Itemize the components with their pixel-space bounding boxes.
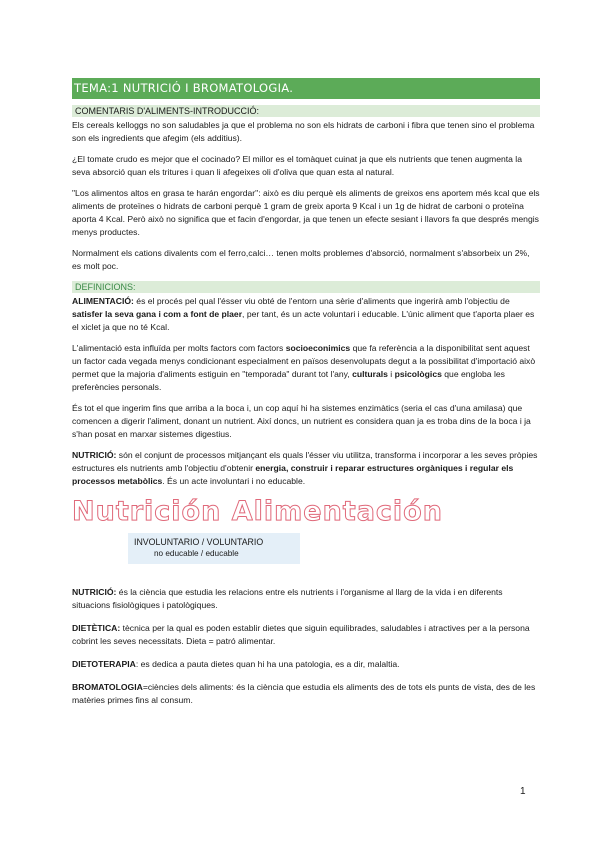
page-number: 1 <box>520 786 526 797</box>
term-label: BROMATOLOGIA <box>72 682 143 692</box>
section-heading-comentaris: COMENTARIS D'ALIMENTS-INTRODUCCIÓ: <box>72 105 540 117</box>
definition-text: : es dedica a pauta dietes quan hi ha una patologia, es a dir, malaltia. <box>135 659 400 669</box>
influence-paragraph <box>72 342 540 394</box>
dietetica-definition <box>72 622 540 648</box>
intro-paragraph-3: "Los alimentos altos en grasa te harán engordar": això es diu perquè els aliments de greixos ens aportem més kcal que els aliments de proteïnes o hidrats de carboni perquè 1 gram de greix aporta 9 Kcal i un 1g de hidrat de carboni o proteïna aporta 4 Kcal. Però això no significa que et facin d'engordar, ja que tenen un efecte sesiant i llavors fa que després mengis menys productes. <box>72 188 540 237</box>
document-page <box>72 78 540 717</box>
wordart-heading: Nutrición Alimentación <box>72 496 443 527</box>
term-label: NUTRICIÓ: <box>72 587 117 597</box>
definition-text: són el conjunt de processos mitjançant els quals l'ésser viu utilitza, transforma i incorporar a les seves pròpies estructures els nutrients amb l'objectiu d'obtenir <box>72 450 538 473</box>
definition-text: , per tant, és un acte voluntari i educable. L'únic aliment que t'aporta plaer es el xiclet ja que no té Kcal. <box>72 309 535 332</box>
definition-text: =ciències dels aliments: és la ciència que estudia els aliments des de tots els punts de vista, des de les matèries primes fins al consum. <box>72 682 536 705</box>
term-label: NUTRICIÓ: <box>72 450 117 460</box>
emphasis-text: culturals <box>352 369 388 379</box>
emphasis-text: socioeconimics <box>285 343 351 353</box>
body-text: que fa referència a la disponibilitat sent aquest un factor cada vegada menys condicionant especialment en països desenvolupats degut a la possibilitat d'importació això permet que la majoria d'aliments estiguin en "temporada" durant tot l'any, <box>72 343 536 379</box>
alimentacio-definition <box>72 295 540 334</box>
definition-text: és el procés pel qual l'ésser viu obté de l'entorn una sèrie d'aliments que ingerirà amb l'objectiu de <box>133 296 510 306</box>
definition-text: és la ciència que estudia les relacions entre els nutrients i l'organisme al llarg de la vida i en diferents situacions fisiològiques i patològiques. <box>72 587 503 610</box>
body-text: L'alimentació esta influïda per molts factors com factors <box>72 343 286 353</box>
intro-paragraph-4: Normalment els cations divalents com el ferro,calci… tenen molts problemes d'absorció, normalment s'absorbeix un 2%, es molt poc. <box>72 248 530 271</box>
emphasis-text: energia, construir i reparar estructures orgàniques i regular els processos metabòlics <box>72 463 514 486</box>
comparison-line-2: no educable / educable <box>154 549 239 558</box>
body-text: i <box>387 369 395 379</box>
definition-text: tècnica per la qual es poden establir dietes que siguin equilibrades, saludables i atractives per a la persona cobrint les seves necessitats. Dieta = patró alimentar. <box>72 623 530 646</box>
term-label: DIETOTERAPIA <box>72 659 136 669</box>
emphasis-text: psicològics <box>394 369 442 379</box>
term-label: DIETÈTICA: <box>72 623 121 633</box>
comparison-box <box>128 533 300 564</box>
intro-paragraph-2: ¿El tomate crudo es mejor que el cocinado? El millor es el tomàquet cuinat ja que els nutrients que tenen augmenta la seva absorció quan els tritures i quan li afegeixes oli d'oliva que quan esta al natural. <box>72 154 522 177</box>
boca-paragraph: És tot el que ingerim fins que arriba a la boca i, un cop aquí hi ha sistemes enzimàtics (seria el cas d'una amilasa) que comencen a digerir l'aliment, donant un nutrient. Així doncs, un nutrient es considera quan ja es troba dins de la boca i ja s'han posat en marxar sistemes digestius. <box>72 403 531 439</box>
body-text: que engloba les preferències personals. <box>72 369 505 392</box>
document-title: TEMA:1 NUTRICIÓ I BROMATOLOGIA. <box>72 78 540 99</box>
nutricio-definition-2 <box>72 586 540 612</box>
comparison-line-1: INVOLUNTARIO / VOLUNTARIO <box>134 537 264 547</box>
section-heading-definicions: DEFINICIONS: <box>72 281 540 293</box>
emphasis-text: satisfer la seva gana i com a font de plaer <box>72 309 243 319</box>
dietoterapia-definition <box>72 658 540 671</box>
intro-paragraph-1: Els cereals kelloggs no son saludables ja que el problema no son els hidrats de carboni i fibra que tenen sino el problema son els ingredients que afegim (els additius). <box>72 120 535 143</box>
bromatologia-definition <box>72 681 540 707</box>
nutricio-definition-1 <box>72 449 540 488</box>
term-label: ALIMENTACIÓ: <box>72 296 134 306</box>
definition-text: . És un acte involuntari i no educable. <box>162 476 306 486</box>
